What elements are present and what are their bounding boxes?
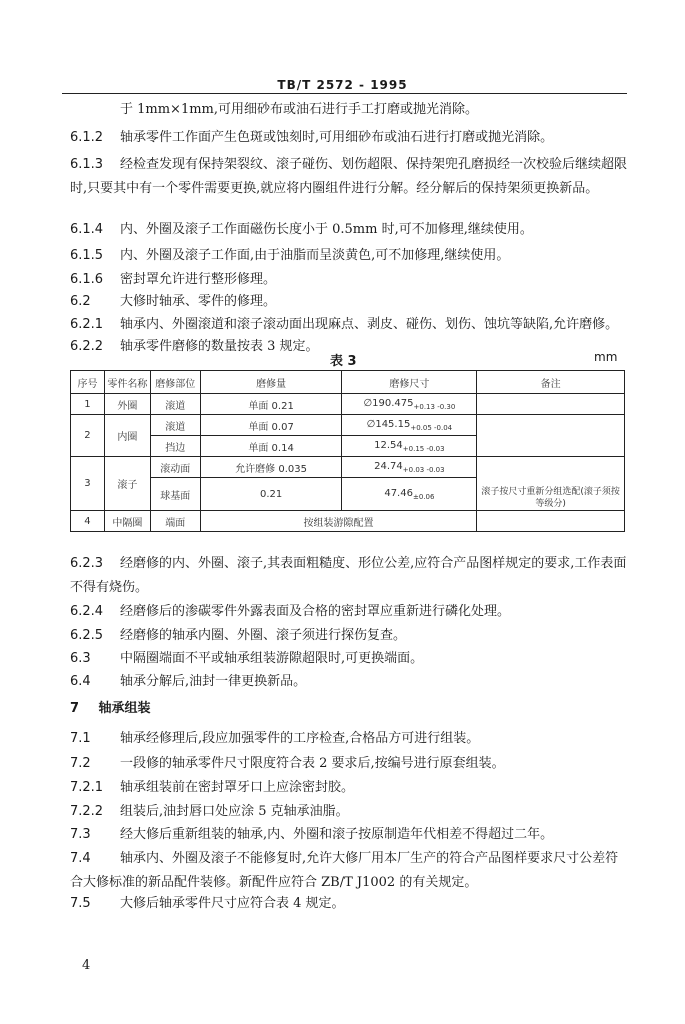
repair-table [70, 370, 625, 532]
paragraph [70, 244, 630, 268]
cell-no: 4 [71, 511, 105, 532]
paragraph [70, 218, 630, 242]
clause-text: 一段修的轴承零件尺寸限度符合表 2 要求后,按编号进行原套组装。 [120, 756, 505, 771]
clause-text: 中隔圈端面不平或轴承组装游隙超限时,可更换端面。 [120, 651, 424, 666]
paragraph [70, 800, 630, 824]
table-header-row [71, 371, 625, 394]
clause-text: 轴承零件工作面产生色斑或蚀刻时,可用细砂布或油石进行打磨或抛光消除。 [120, 130, 554, 145]
clause-number: 7.4 [70, 851, 91, 866]
clause-text: 经大修后重新组装的轴承,内、外圈和滚子按原制造年代相差不得超过二年。 [120, 827, 554, 842]
cell-note: 滚子按尺寸重新分组选配(滚子须按等级分) [477, 457, 625, 511]
paragraph [70, 847, 630, 895]
cell-note [477, 394, 625, 415]
clause-number: 6.2.5 [70, 628, 104, 643]
cell-part: 中隔圈 [104, 511, 150, 532]
clause-text: 轴承零件磨修的数量按表 3 规定。 [120, 339, 319, 354]
table-row [71, 415, 625, 436]
section-7-heading [70, 697, 151, 716]
paragraph [70, 313, 630, 337]
paragraph [70, 290, 630, 314]
size-value: ∅145.15 [366, 418, 411, 430]
cell-amount: 允许磨修 0.035 [200, 457, 342, 478]
cell-position: 球基面 [150, 478, 200, 511]
col-header-no: 序号 [71, 371, 105, 394]
paragraph [70, 823, 630, 847]
cell-size [342, 394, 477, 415]
clause-text: 轴承组装前在密封罩牙口上应涂密封胶。 [120, 780, 355, 795]
section-title: 轴承组装 [98, 701, 151, 716]
size-tolerance: ±0.06 [412, 492, 435, 501]
clause-number: 6.2.4 [70, 604, 104, 619]
cell-part: 外圈 [104, 394, 150, 415]
clause-text: 内、外圈及滚子工作面磁伤长度小于 0.5mm 时,可不加修理,继续使用。 [120, 222, 533, 237]
cell-no: 3 [71, 457, 105, 511]
cell-note [477, 415, 625, 457]
paragraph [70, 98, 630, 122]
clause-text: 组装后,油封唇口处应涂 5 克轴承油脂。 [120, 804, 349, 819]
section-number: 7 [70, 701, 80, 716]
cell-position: 滚动面 [150, 457, 200, 478]
clause-number: 6.2.1 [70, 317, 104, 332]
paragraph [70, 268, 630, 292]
clause-text: 经磨修的轴承内圈、外圈、滚子须进行探伤复查。 [120, 628, 407, 643]
clause-number: 7.5 [70, 896, 91, 911]
table-row [71, 511, 625, 532]
cell-amount: 单面 0.21 [200, 394, 342, 415]
clause-number: 6.4 [70, 674, 91, 689]
clause-text: 密封罩允许进行整形修理。 [120, 272, 277, 287]
size-value: ∅190.475 [363, 397, 414, 409]
cell-amount: 按组装游隙配置 [200, 511, 477, 532]
paragraph [70, 126, 630, 150]
table-unit: mm [594, 350, 618, 364]
cell-no: 1 [71, 394, 105, 415]
clause-number: 7.2 [70, 756, 91, 771]
paragraph [70, 624, 630, 648]
cell-no: 2 [71, 415, 105, 457]
clause-number: 6.1.4 [70, 222, 104, 237]
clause-number: 6.3 [70, 651, 91, 666]
clause-text: 轴承内、外圈滚道和滚子滚动面出现麻点、剥皮、碰伤、划伤、蚀坑等缺陷,允许磨修。 [120, 317, 619, 332]
clause-text: 大修后轴承零件尺寸应符合表 4 规定。 [120, 896, 345, 911]
col-header-note: 备注 [477, 371, 625, 394]
paragraph [70, 892, 630, 916]
clause-number: 6.1.2 [70, 130, 104, 145]
cell-size [342, 436, 477, 457]
cell-amount: 单面 0.14 [200, 436, 342, 457]
size-value: 47.46 [384, 487, 413, 499]
clause-number: 6.1.5 [70, 248, 104, 263]
clause-number: 7.3 [70, 827, 91, 842]
table-row [71, 457, 625, 478]
size-tolerance: +0.03 -0.03 [402, 465, 445, 474]
clause-text: 经磨修的内、外圈、滚子,其表面粗糙度、形位公差,应符合产品图样规定的要求,工作表面不得有烧伤。 [70, 556, 627, 595]
cell-position: 滚道 [150, 394, 200, 415]
clause-number: 6.2.3 [70, 556, 104, 571]
table-title: 表 3 [330, 354, 357, 369]
cell-size [342, 478, 477, 511]
clause-text: 轴承经修理后,段应加强零件的工序检查,合格品方可进行组装。 [120, 731, 480, 746]
size-tolerance: +0.13 -0.30 [413, 402, 456, 411]
clause-number: 6.2 [70, 294, 91, 309]
standard-number-header: TB/T 2572 - 1995 [277, 78, 408, 92]
size-value: 24.74 [374, 460, 403, 472]
cell-part: 内圈 [104, 415, 150, 457]
size-tolerance: +0.05 -0.04 [410, 423, 453, 432]
clause-number: 7.1 [70, 731, 91, 746]
cell-position: 滚道 [150, 415, 200, 436]
clause-text: 内、外圈及滚子工作面,由于油脂而呈淡黄色,可不加修理,继续使用。 [120, 248, 510, 263]
paragraph [70, 776, 630, 800]
clause-text: 经磨修后的渗碳零件外露表面及合格的密封罩应重新进行磷化处理。 [120, 604, 511, 619]
clause-number: 6.1.6 [70, 272, 104, 287]
cell-size [342, 415, 477, 436]
header-rule [62, 93, 627, 94]
paragraph [70, 600, 630, 624]
paragraph [70, 752, 630, 776]
table-row [71, 394, 625, 415]
clause-number: 7.2.2 [70, 804, 104, 819]
clause-text: 轴承分解后,油封一律更换新品。 [120, 674, 307, 689]
cell-note [477, 511, 625, 532]
col-header-part: 零件名称 [104, 371, 150, 394]
clause-number: 6.2.2 [70, 339, 104, 354]
paragraph [70, 153, 630, 201]
col-header-amount: 磨修量 [200, 371, 342, 394]
col-header-position: 磨修部位 [150, 371, 200, 394]
clause-text: 于 1mm×1mm,可用细砂布或油石进行手工打磨或抛光消除。 [120, 102, 479, 117]
paragraph [70, 727, 630, 751]
cell-amount: 单面 0.07 [200, 415, 342, 436]
cell-amount: 0.21 [200, 478, 342, 511]
cell-size [342, 457, 477, 478]
clause-text: 经检查发现有保持架裂纹、滚子碰伤、划伤超限、保持架兜孔磨损经一次校验后继续超限时,只要其中有一个零件需要更换,就应将内圈组件进行分解。经分解后的保持架须更换新品。 [70, 157, 628, 196]
clause-number: 7.2.1 [70, 780, 104, 795]
paragraph [70, 670, 630, 694]
col-header-size: 磨修尺寸 [342, 371, 477, 394]
size-value: 12.54 [374, 439, 403, 451]
clause-text: 大修时轴承、零件的修理。 [120, 294, 277, 309]
paragraph [70, 647, 630, 671]
page-number: 4 [82, 958, 91, 973]
cell-part: 滚子 [104, 457, 150, 511]
clause-number: 6.1.3 [70, 157, 104, 172]
cell-position: 挡边 [150, 436, 200, 457]
size-tolerance: +0.15 -0.03 [402, 444, 445, 453]
cell-position: 端面 [150, 511, 200, 532]
paragraph [70, 552, 630, 600]
clause-text: 轴承内、外圈及滚子不能修复时,允许大修厂用本厂生产的符合产品图样要求尺寸公差符合大修标准的新品配件装修。新配件应符合 ZB/T J1002 的有关规定。 [70, 851, 619, 890]
